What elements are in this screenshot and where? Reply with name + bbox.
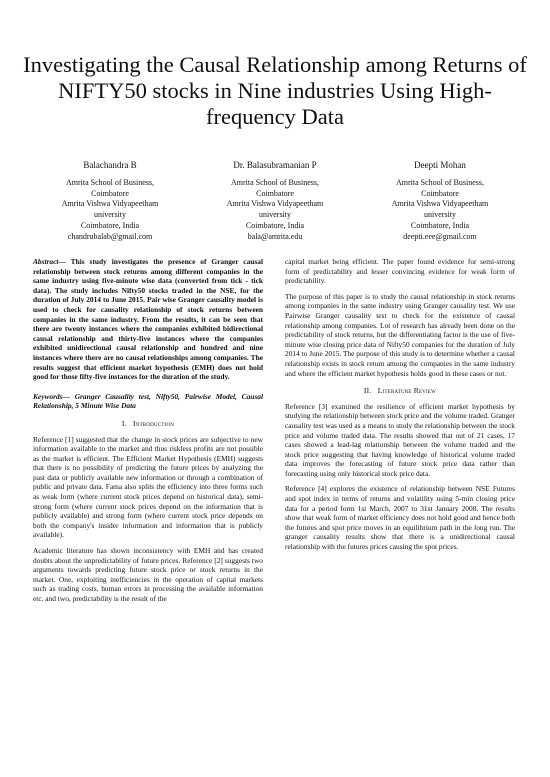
right-column <box>285 257 515 558</box>
literature-paragraph-1: Reference [3] examined the resilience of efficient market hypothesis by studying the relationship between stock price and the volume traded. Granger causality test was used as a means to study the relationship between the stock price and volume traded data. The results showed that out of 21 cases, 17 cases showed a lead-lag relationship between the volume traded and the stock price suggesting that having knowledge of historical volume traded data improves the forecasting of future stock price data rather than forecasting using only historical stock price data. <box>285 401 515 478</box>
author-affiliation-line: university <box>259 210 291 220</box>
author-affiliation-line: Amrita Vishwa Vidyapeetham <box>61 199 159 209</box>
author-block <box>30 160 520 243</box>
section-title: Introduction <box>133 418 175 428</box>
abstract-text: This study investigates the presence of Granger causal relationship between stock returns among different companies in the same industry using five-minute wise data (converted from tick - tick data). The study includes Nifty50 stocks traded in the NSE, for the duration of July 2014 to June 2015. Pair wise Granger causality model is used to check for causality relationship of stock returns between companies in the same industry. From the results, it can be seen that there are twenty instances where the companies exhibited bidirectional causal relationship and thirty-five instances where the companies exhibited unidirectional causal relationship and hundred and nine instances where there are no causal relationships among companies. The results suggest that efficient market hypothesis (EMH) does not hold good for those fifty-five instances for the duration of the study. <box>33 257 263 382</box>
keywords-text: Granger Causality test, Nifty50, Pairwise Model, Causal Relationship, 5 Minute Wise Data <box>33 391 263 411</box>
author-2 <box>195 160 355 243</box>
abstract-label: Abstract— <box>33 257 66 266</box>
abstract <box>33 257 263 382</box>
section-heading-introduction <box>33 419 263 429</box>
author-affiliation-line: Coimbatore, India <box>245 220 305 230</box>
left-column <box>33 257 263 610</box>
author-3 <box>360 160 520 243</box>
keywords-label: Keywords— <box>33 391 70 401</box>
author-email: deepti.eee@gmail.com <box>403 231 477 241</box>
author-name: Deepti Mohan <box>414 160 466 170</box>
paper-title: Investigating the Causal Relationship among Returns of NIFTY50 stocks in Nine industries Using High-frequency Data <box>23 52 527 129</box>
intro-paragraph-4: The purpose of this paper is to study the causal relationship in stock returns among companies in the same industry using Granger causality test. We use Pairwise Granger causality test to check for the existence of causal relationship among companies. Lot of research has already been done on the predictability of stock returns, but the differentiating factor is the use of five-minute wise closing price data of Nifty50 companies for the duration of July 2014 to June 2015. The purpose of this study is to determine whether a causal relationship exists in stock return among the companies in the same industry and where the efficient market hypothesis holds good in these cases or not. <box>285 291 515 378</box>
author-name: Balachandra B <box>83 160 137 170</box>
author-affiliation-line: Coimbatore <box>421 188 459 198</box>
intro-paragraph-3: capital market being efficient. The paper found evidence for semi-strong form of predictability and lesser convincing evidence for weak form of predictability. <box>285 257 515 286</box>
intro-paragraph-1: Reference [1] suggested that the change in stock prices are subjective to new information available to the market and thus riskless profits are not possible as the market is efficient. The Efficient Market Hypothesis (EMH) suggests that there is no possibility of predicting the future prices by analyzing the past data or publicly available new information or through a combination of public and private data. Fama also splits the efficiency into three forms such as weak form (where current stock prices depend on historical data), semi-strong form (where current stock prices depend on the information that is publicly available) and strong form (where current stock price depends on both the company's insider information and information that is publicly available). <box>33 434 263 540</box>
section-title: Literature Review <box>377 386 437 396</box>
author-affiliation-line: Coimbatore, India <box>80 220 140 230</box>
author-affiliation-line: Amrita School of Business, <box>231 177 319 187</box>
author-affiliation-line: Coimbatore <box>256 188 294 198</box>
author-affiliation-line: university <box>424 210 456 220</box>
author-affiliation-line: Amrita Vishwa Vidyapeetham <box>391 199 489 209</box>
author-affiliation-line: Amrita School of Business, <box>396 177 484 187</box>
section-number: I. <box>121 418 127 428</box>
author-1 <box>30 160 190 243</box>
author-email: chandrubalab@gmail.com <box>67 231 153 241</box>
literature-paragraph-2: Reference [4] explores the existence of relationship between NSE Futures and spot index in terms of returns and volatility using 5-min closing price data for a period form 1st March, 2007 to 31st January 2008. The results show that weak form of market efficiency does not hold good and hence both the futures and spot price moves in an equilibrium path in the long run. The granger causality results show that there is a unidirectional causal relationship with the futures prices causing the spot prices. <box>285 484 515 552</box>
author-name: Dr. Balasubramanian P <box>233 160 317 170</box>
section-number: II. <box>363 386 372 396</box>
section-heading-literature-review <box>285 386 515 396</box>
author-email: bala@amrita.edu <box>247 231 303 241</box>
author-affiliation-line: university <box>94 210 126 220</box>
keywords <box>33 392 263 411</box>
author-affiliation-line: Amrita School of Business, <box>66 177 154 187</box>
author-affiliation-line: Coimbatore <box>91 188 129 198</box>
intro-paragraph-2: Academic literature has shown inconsistency with EMH and has created doubts about the unpredictability of future prices. Reference [2] suggests two arguments towards predicting future stock price or stock returns in the market. One, exploiting inefficiencies in the operation of capital markets such as trading costs, human errors in processing the available information etc. and two, predictability is the result of the <box>33 546 263 603</box>
author-affiliation-line: Amrita Vishwa Vidyapeetham <box>226 199 324 209</box>
author-affiliation-line: Coimbatore, India <box>410 220 470 230</box>
